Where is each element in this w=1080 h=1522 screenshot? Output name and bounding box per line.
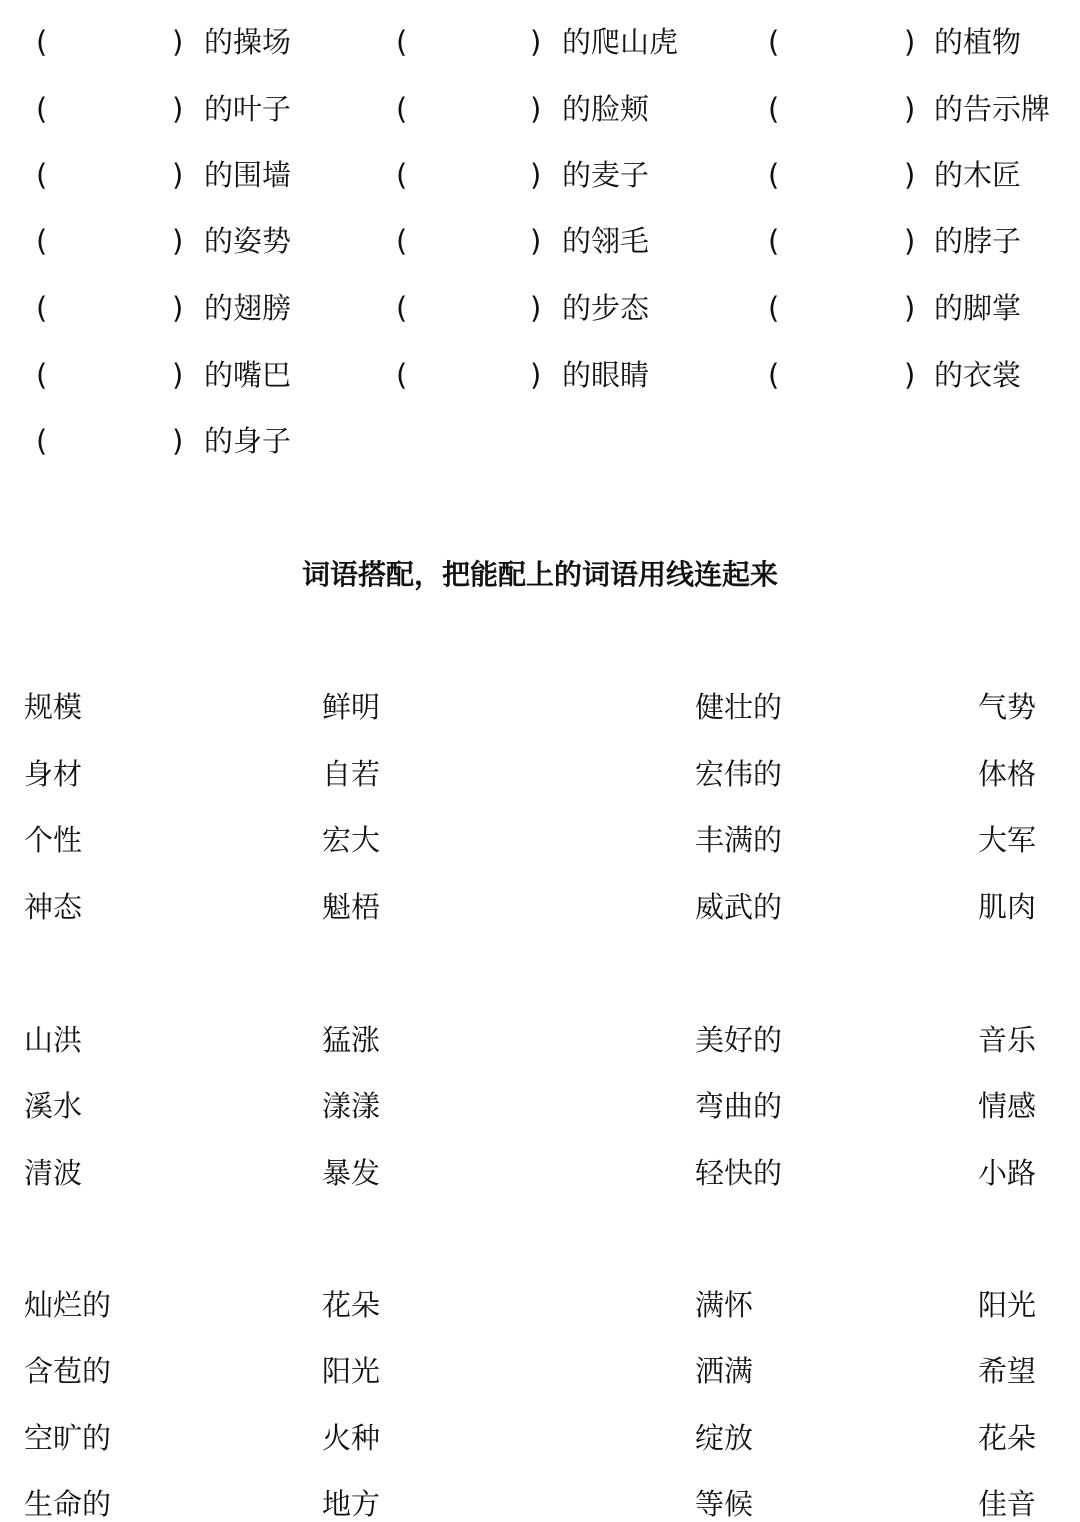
open-paren: ( xyxy=(36,25,48,59)
answer-blank[interactable] xyxy=(416,24,526,60)
open-paren: ( xyxy=(396,158,408,192)
answer-blank[interactable] xyxy=(788,357,900,393)
phrase-suffix: 的嘴巴 xyxy=(204,358,292,392)
left-word[interactable]: 灿烂的 xyxy=(24,1288,112,1322)
answer-blank[interactable] xyxy=(56,91,168,127)
open-paren: ( xyxy=(36,158,48,192)
answer-blank[interactable] xyxy=(788,157,900,193)
close-paren: ) xyxy=(904,158,916,192)
phrase-suffix: 的木匠 xyxy=(934,158,1022,192)
left-word-b[interactable]: 宏伟的 xyxy=(695,757,783,791)
phrase-suffix: 的围墙 xyxy=(204,158,292,192)
left-word-b[interactable]: 等候 xyxy=(695,1487,754,1521)
phrase-suffix: 的叶子 xyxy=(204,92,292,126)
left-word[interactable]: 神态 xyxy=(24,890,83,924)
left-word-b[interactable]: 丰满的 xyxy=(695,823,783,857)
right-word[interactable]: 火种 xyxy=(322,1421,381,1455)
open-paren: ( xyxy=(768,224,780,258)
right-word-b[interactable]: 阳光 xyxy=(978,1288,1037,1322)
left-word-b[interactable]: 美好的 xyxy=(695,1023,783,1057)
phrase-suffix: 的麦子 xyxy=(562,158,650,192)
open-paren: ( xyxy=(396,25,408,59)
close-paren: ) xyxy=(172,224,184,258)
close-paren: ) xyxy=(904,291,916,325)
phrase-suffix: 的翎毛 xyxy=(562,224,650,258)
right-word-b[interactable]: 情感 xyxy=(978,1089,1037,1123)
answer-blank[interactable] xyxy=(56,24,168,60)
close-paren: ) xyxy=(172,92,184,126)
open-paren: ( xyxy=(768,158,780,192)
close-paren: ) xyxy=(530,358,542,392)
answer-blank[interactable] xyxy=(788,290,900,326)
left-word-b[interactable]: 弯曲的 xyxy=(695,1089,783,1123)
close-paren: ) xyxy=(530,291,542,325)
answer-blank[interactable] xyxy=(788,223,900,259)
right-word[interactable]: 暴发 xyxy=(322,1156,381,1190)
left-word-b[interactable]: 健壮的 xyxy=(695,690,783,724)
close-paren: ) xyxy=(172,25,184,59)
open-paren: ( xyxy=(36,291,48,325)
open-paren: ( xyxy=(396,291,408,325)
phrase-suffix: 的植物 xyxy=(934,25,1022,59)
answer-blank[interactable] xyxy=(416,290,526,326)
phrase-suffix: 的脸颊 xyxy=(562,92,650,126)
phrase-suffix: 的告示牌 xyxy=(934,92,1051,126)
right-word-b[interactable]: 小路 xyxy=(978,1156,1037,1190)
close-paren: ) xyxy=(530,25,542,59)
right-word[interactable]: 地方 xyxy=(322,1487,381,1521)
open-paren: ( xyxy=(36,224,48,258)
close-paren: ) xyxy=(530,224,542,258)
left-word[interactable]: 含苞的 xyxy=(24,1354,112,1388)
left-word[interactable]: 山洪 xyxy=(24,1023,83,1057)
open-paren: ( xyxy=(768,25,780,59)
answer-blank[interactable] xyxy=(416,157,526,193)
open-paren: ( xyxy=(36,424,48,458)
close-paren: ) xyxy=(172,158,184,192)
right-word[interactable]: 宏大 xyxy=(322,823,381,857)
open-paren: ( xyxy=(36,358,48,392)
answer-blank[interactable] xyxy=(788,24,900,60)
phrase-suffix: 的爬山虎 xyxy=(562,25,679,59)
phrase-suffix: 的眼睛 xyxy=(562,358,650,392)
phrase-suffix: 的步态 xyxy=(562,291,650,325)
open-paren: ( xyxy=(768,92,780,126)
answer-blank[interactable] xyxy=(56,157,168,193)
answer-blank[interactable] xyxy=(56,423,168,459)
right-word[interactable]: 阳光 xyxy=(322,1354,381,1388)
answer-blank[interactable] xyxy=(788,91,900,127)
answer-blank[interactable] xyxy=(56,290,168,326)
left-word[interactable]: 身材 xyxy=(24,757,83,791)
right-word-b[interactable]: 肌肉 xyxy=(978,890,1037,924)
section-title: 词语搭配，把能配上的词语用线连起来 xyxy=(301,558,778,591)
answer-blank[interactable] xyxy=(416,357,526,393)
right-word[interactable]: 鲜明 xyxy=(322,690,381,724)
answer-blank[interactable] xyxy=(416,223,526,259)
left-word[interactable]: 个性 xyxy=(24,823,83,857)
right-word[interactable]: 花朵 xyxy=(322,1288,381,1322)
open-paren: ( xyxy=(396,224,408,258)
right-word-b[interactable]: 气势 xyxy=(978,690,1037,724)
right-word-b[interactable]: 体格 xyxy=(978,757,1037,791)
right-word-b[interactable]: 希望 xyxy=(978,1354,1037,1388)
left-word[interactable]: 生命的 xyxy=(24,1487,112,1521)
close-paren: ) xyxy=(904,224,916,258)
answer-blank[interactable] xyxy=(56,357,168,393)
phrase-suffix: 的脖子 xyxy=(934,224,1022,258)
close-paren: ) xyxy=(904,92,916,126)
left-word[interactable]: 溪水 xyxy=(24,1089,83,1123)
left-word[interactable]: 规模 xyxy=(24,690,83,724)
right-word-b[interactable]: 佳音 xyxy=(978,1487,1037,1521)
answer-blank[interactable] xyxy=(416,91,526,127)
left-word-b[interactable]: 洒满 xyxy=(695,1354,754,1388)
left-word-b[interactable]: 满怀 xyxy=(695,1288,754,1322)
left-word[interactable]: 清波 xyxy=(24,1156,83,1190)
phrase-suffix: 的操场 xyxy=(204,25,292,59)
close-paren: ) xyxy=(530,92,542,126)
phrase-suffix: 的衣裳 xyxy=(934,358,1022,392)
right-word[interactable]: 猛涨 xyxy=(322,1023,381,1057)
open-paren: ( xyxy=(768,358,780,392)
close-paren: ) xyxy=(172,358,184,392)
phrase-suffix: 的身子 xyxy=(204,424,292,458)
right-word[interactable]: 自若 xyxy=(322,757,381,791)
phrase-suffix: 的翅膀 xyxy=(204,291,292,325)
close-paren: ) xyxy=(904,358,916,392)
left-word[interactable]: 空旷的 xyxy=(24,1421,112,1455)
right-word-b[interactable]: 花朵 xyxy=(978,1421,1037,1455)
close-paren: ) xyxy=(530,158,542,192)
open-paren: ( xyxy=(396,92,408,126)
close-paren: ) xyxy=(172,424,184,458)
right-word[interactable]: 魁梧 xyxy=(322,890,381,924)
right-word-b[interactable]: 大军 xyxy=(978,823,1037,857)
answer-blank[interactable] xyxy=(56,223,168,259)
right-word-b[interactable]: 音乐 xyxy=(978,1023,1037,1057)
phrase-suffix: 的脚掌 xyxy=(934,291,1022,325)
close-paren: ) xyxy=(172,291,184,325)
phrase-suffix: 的姿势 xyxy=(204,224,292,258)
close-paren: ) xyxy=(904,25,916,59)
left-word-b[interactable]: 绽放 xyxy=(695,1421,754,1455)
left-word-b[interactable]: 威武的 xyxy=(695,890,783,924)
left-word-b[interactable]: 轻快的 xyxy=(695,1156,783,1190)
open-paren: ( xyxy=(36,92,48,126)
open-paren: ( xyxy=(396,358,408,392)
right-word[interactable]: 漾漾 xyxy=(322,1089,381,1123)
open-paren: ( xyxy=(768,291,780,325)
